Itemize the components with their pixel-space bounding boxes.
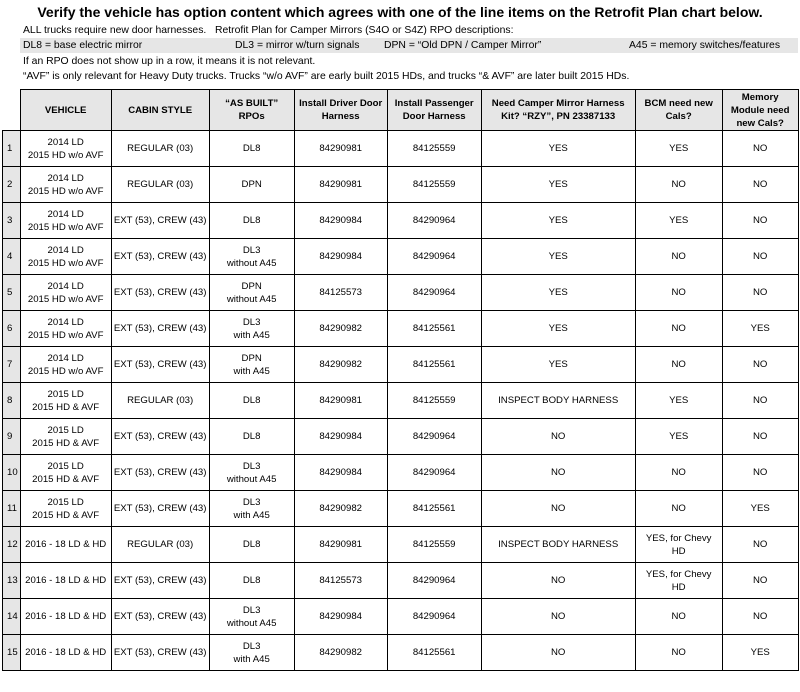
cell-cabin-style: EXT (53), CREW (43) [111,419,209,455]
cell-cabin-style: EXT (53), CREW (43) [111,635,209,671]
cell-bcm-cals: NO [635,599,722,635]
cell-cabin-style: EXT (53), CREW (43) [111,347,209,383]
cell-passenger-harness: 84290964 [387,419,481,455]
cell-driver-harness: 84290981 [294,167,387,203]
table-row [3,383,799,419]
cell-cabin-style: REGULAR (03) [111,167,209,203]
cell-driver-harness: 84290982 [294,311,387,347]
legend-a45: A45 = memory switches/features [629,40,781,51]
cell-camper-mirror-kit: YES [481,275,635,311]
cell-memory-module-cals: NO [722,419,798,455]
cell-cabin-style: EXT (53), CREW (43) [111,311,209,347]
info-line-1 [23,23,513,38]
cell-bcm-cals: YES [635,203,722,239]
cell-passenger-harness: 84125559 [387,131,481,167]
cell-memory-module-cals: NO [722,599,798,635]
cell-passenger-harness: 84125559 [387,527,481,563]
cell-driver-harness: 84125573 [294,275,387,311]
row-number: 11 [3,491,21,527]
table-row [3,167,799,203]
cell-memory-module-cals: NO [722,239,798,275]
table-row [3,275,799,311]
cell-passenger-harness: 84290964 [387,563,481,599]
cell-vehicle: 2014 LD 2015 HD w/o AVF [20,347,111,383]
row-number: 2 [3,167,21,203]
cell-passenger-harness: 84125561 [387,311,481,347]
header-bcm-cals: BCM need new Cals? [635,90,722,131]
cell-passenger-harness: 84125559 [387,383,481,419]
header-passenger-door-harness: Install Passenger Door Harness [387,90,481,131]
cell-as-built-rpo: DL8 [209,419,294,455]
cell-vehicle: 2015 LD 2015 HD & AVF [20,491,111,527]
cell-passenger-harness: 84290964 [387,599,481,635]
cell-as-built-rpo: DL3 with A45 [209,311,294,347]
cell-vehicle: 2015 LD 2015 HD & AVF [20,455,111,491]
retrofit-plan-table [2,89,799,671]
cell-camper-mirror-kit: YES [481,167,635,203]
table-row [3,599,799,635]
header-vehicle: VEHICLE [20,90,111,131]
info-avf-note: “AVF” is only relevant for Heavy Duty trucks. Trucks “w/o AVF” are early built 2015 HDs, and trucks “& AVF” are later built 2015 HDs. [23,71,630,82]
cell-passenger-harness: 84290964 [387,239,481,275]
cell-vehicle: 2014 LD 2015 HD w/o AVF [20,167,111,203]
row-number: 14 [3,599,21,635]
cell-bcm-cals: NO [635,275,722,311]
row-number: 9 [3,419,21,455]
cell-memory-module-cals: NO [722,167,798,203]
cell-cabin-style: EXT (53), CREW (43) [111,275,209,311]
cell-as-built-rpo: DL3 without A45 [209,455,294,491]
cell-memory-module-cals: NO [722,347,798,383]
cell-driver-harness: 84290982 [294,347,387,383]
cell-camper-mirror-kit: YES [481,311,635,347]
info-rpo-title: Retrofit Plan for Camper Mirrors (S4O or S4Z) RPO descriptions: [214,25,514,36]
cell-memory-module-cals: NO [722,563,798,599]
header-memory-module-cals: Memory Module need new Cals? [722,90,798,131]
cell-cabin-style: REGULAR (03) [111,383,209,419]
table-row [3,239,799,275]
table-row [3,311,799,347]
header-corner [3,90,21,131]
cell-as-built-rpo: DPN with A45 [209,347,294,383]
cell-memory-module-cals: YES [722,635,798,671]
cell-as-built-rpo: DL8 [209,527,294,563]
cell-memory-module-cals: NO [722,527,798,563]
cell-passenger-harness: 84290964 [387,275,481,311]
cell-bcm-cals: YES [635,131,722,167]
cell-vehicle: 2016 - 18 LD & HD [20,635,111,671]
cell-passenger-harness: 84125561 [387,491,481,527]
legend-dpn: DPN = “Old DPN / Camper Mirror” [384,40,542,51]
row-number: 1 [3,131,21,167]
cell-bcm-cals: NO [635,167,722,203]
table-row [3,527,799,563]
table-row [3,455,799,491]
cell-driver-harness: 84290981 [294,527,387,563]
cell-cabin-style: REGULAR (03) [111,131,209,167]
cell-camper-mirror-kit: YES [481,203,635,239]
cell-memory-module-cals: NO [722,275,798,311]
cell-camper-mirror-kit: NO [481,455,635,491]
cell-driver-harness: 84290981 [294,131,387,167]
cell-camper-mirror-kit: INSPECT BODY HARNESS [481,383,635,419]
row-number: 3 [3,203,21,239]
cell-as-built-rpo: DL3 with A45 [209,635,294,671]
cell-cabin-style: EXT (53), CREW (43) [111,239,209,275]
cell-driver-harness: 84290984 [294,419,387,455]
cell-passenger-harness: 84125561 [387,347,481,383]
cell-memory-module-cals: NO [722,131,798,167]
cell-as-built-rpo: DL8 [209,383,294,419]
cell-bcm-cals: YES, for Chevy HD [635,527,722,563]
info-doors-note: ALL trucks require new door harnesses. [23,25,207,36]
cell-as-built-rpo: DL8 [209,563,294,599]
row-number: 13 [3,563,21,599]
cell-memory-module-cals: YES [722,491,798,527]
cell-vehicle: 2014 LD 2015 HD w/o AVF [20,131,111,167]
rpo-legend-band [20,38,798,53]
cell-as-built-rpo: DL3 with A45 [209,491,294,527]
cell-vehicle: 2016 - 18 LD & HD [20,527,111,563]
cell-vehicle: 2014 LD 2015 HD w/o AVF [20,203,111,239]
cell-camper-mirror-kit: NO [481,599,635,635]
cell-bcm-cals: NO [635,239,722,275]
cell-vehicle: 2014 LD 2015 HD w/o AVF [20,311,111,347]
table-row [3,419,799,455]
cell-bcm-cals: YES [635,419,722,455]
cell-bcm-cals: NO [635,311,722,347]
cell-bcm-cals: NO [635,635,722,671]
cell-vehicle: 2014 LD 2015 HD w/o AVF [20,239,111,275]
cell-passenger-harness: 84290964 [387,455,481,491]
table-row [3,347,799,383]
cell-bcm-cals: NO [635,347,722,383]
table-row [3,635,799,671]
cell-vehicle: 2016 - 18 LD & HD [20,599,111,635]
cell-as-built-rpo: DL8 [209,131,294,167]
page-title: Verify the vehicle has option content which agrees with one of the line items on the Retrofit Plan chart below. [37,4,763,20]
header-driver-door-harness: Install Driver Door Harness [294,90,387,131]
cell-camper-mirror-kit: INSPECT BODY HARNESS [481,527,635,563]
cell-driver-harness: 84290982 [294,635,387,671]
cell-driver-harness: 84290982 [294,491,387,527]
cell-as-built-rpo: DL8 [209,203,294,239]
cell-memory-module-cals: NO [722,383,798,419]
row-number: 7 [3,347,21,383]
cell-bcm-cals: YES [635,383,722,419]
cell-passenger-harness: 84125561 [387,635,481,671]
cell-cabin-style: EXT (53), CREW (43) [111,203,209,239]
row-number: 8 [3,383,21,419]
cell-as-built-rpo: DPN [209,167,294,203]
cell-bcm-cals: NO [635,455,722,491]
cell-cabin-style: EXT (53), CREW (43) [111,491,209,527]
row-number: 12 [3,527,21,563]
cell-bcm-cals: YES, for Chevy HD [635,563,722,599]
cell-driver-harness: 84290981 [294,383,387,419]
cell-vehicle: 2016 - 18 LD & HD [20,563,111,599]
cell-driver-harness: 84290984 [294,455,387,491]
cell-vehicle: 2015 LD 2015 HD & AVF [20,383,111,419]
cell-as-built-rpo: DL3 without A45 [209,599,294,635]
cell-camper-mirror-kit: NO [481,491,635,527]
cell-cabin-style: EXT (53), CREW (43) [111,599,209,635]
cell-as-built-rpo: DPN without A45 [209,275,294,311]
row-number: 15 [3,635,21,671]
cell-camper-mirror-kit: NO [481,635,635,671]
table-row [3,203,799,239]
row-number: 4 [3,239,21,275]
cell-driver-harness: 84125573 [294,563,387,599]
cell-driver-harness: 84290984 [294,239,387,275]
cell-memory-module-cals: NO [722,455,798,491]
legend-dl3: DL3 = mirror w/turn signals [235,40,360,51]
cell-cabin-style: REGULAR (03) [111,527,209,563]
cell-driver-harness: 84290984 [294,599,387,635]
legend-dl8: DL8 = base electric mirror [23,40,143,51]
table-header-row [3,90,799,131]
cell-vehicle: 2014 LD 2015 HD w/o AVF [20,275,111,311]
table-row [3,491,799,527]
cell-passenger-harness: 84125559 [387,167,481,203]
cell-camper-mirror-kit: NO [481,419,635,455]
cell-as-built-rpo: DL3 without A45 [209,239,294,275]
cell-memory-module-cals: NO [722,203,798,239]
table-row [3,563,799,599]
cell-driver-harness: 84290984 [294,203,387,239]
cell-vehicle: 2015 LD 2015 HD & AVF [20,419,111,455]
cell-cabin-style: EXT (53), CREW (43) [111,455,209,491]
cell-passenger-harness: 84290964 [387,203,481,239]
header-cabin-style: CABIN STYLE [111,90,209,131]
cell-cabin-style: EXT (53), CREW (43) [111,563,209,599]
header-as-built-rpos: “AS BUILT” RPOs [209,90,294,131]
cell-camper-mirror-kit: NO [481,563,635,599]
info-rpo-note: If an RPO does not show up in a row, it means it is not relevant. [23,56,316,67]
cell-camper-mirror-kit: YES [481,131,635,167]
row-number: 6 [3,311,21,347]
table-body [3,131,799,671]
row-number: 10 [3,455,21,491]
cell-memory-module-cals: YES [722,311,798,347]
cell-camper-mirror-kit: YES [481,239,635,275]
cell-camper-mirror-kit: YES [481,347,635,383]
row-number: 5 [3,275,21,311]
header-camper-mirror-kit: Need Camper Mirror Harness Kit? “RZY”, PN 23387133 [481,90,635,131]
table-row [3,131,799,167]
cell-bcm-cals: NO [635,491,722,527]
